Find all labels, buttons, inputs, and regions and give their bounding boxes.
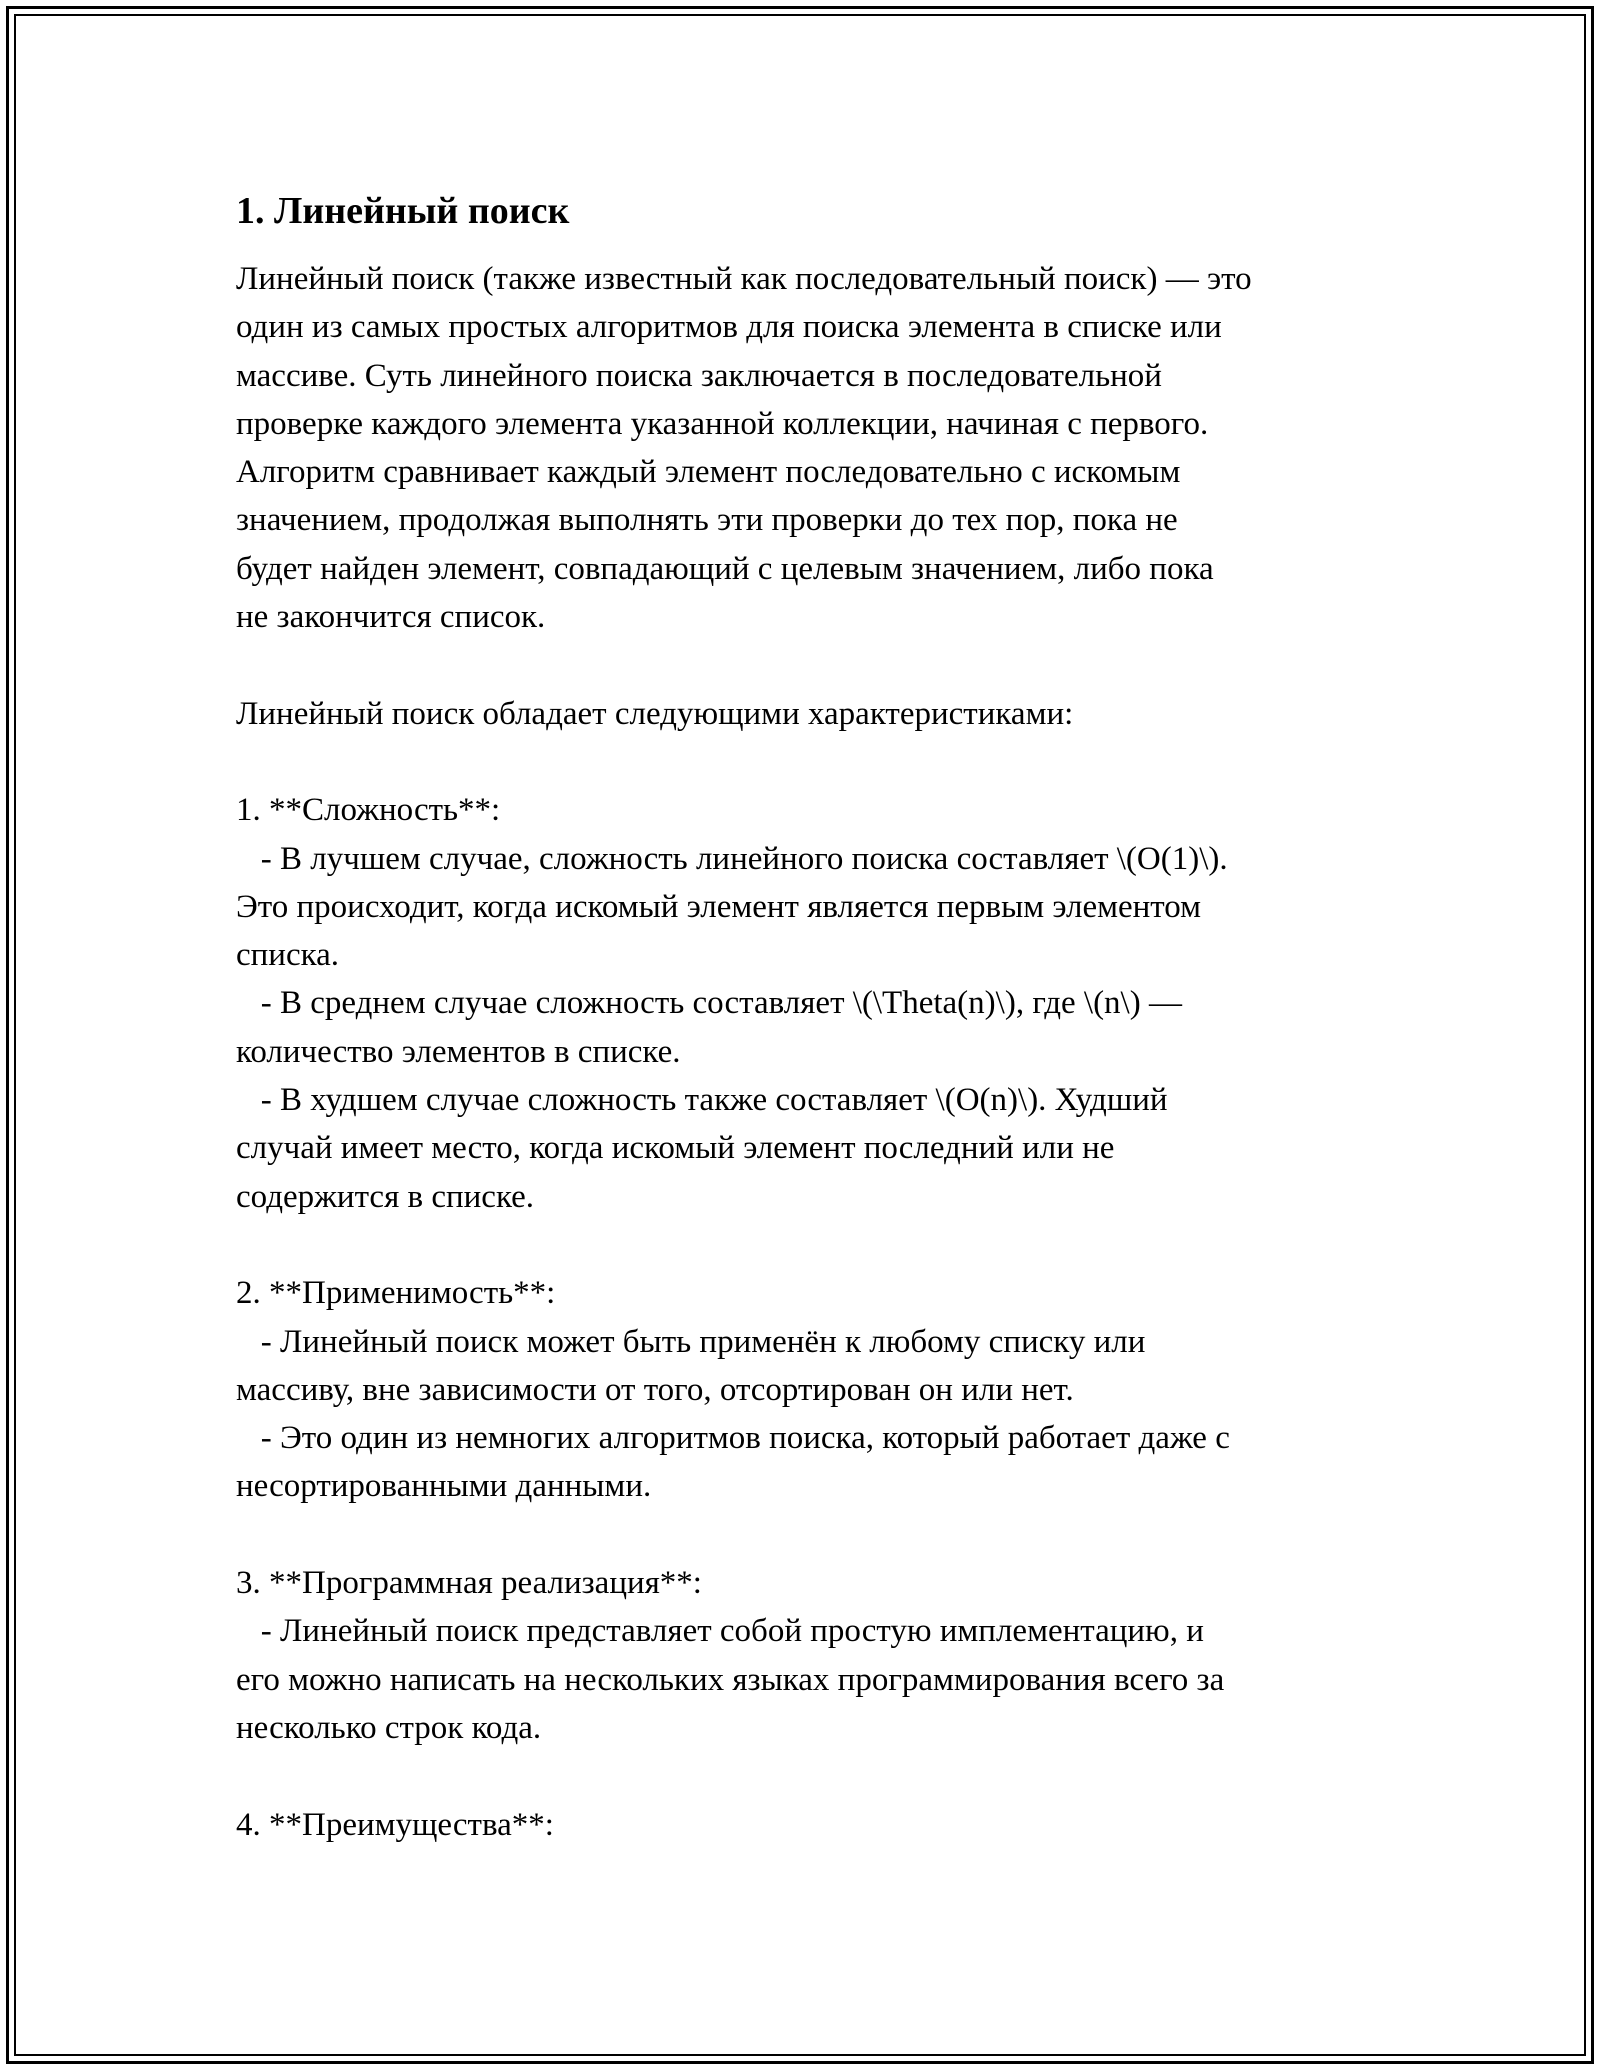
text-line: содержится в списке.	[236, 1178, 535, 1215]
text-line: - В худшем случае сложность также составляет \(O(n)\). Худший	[236, 1082, 1168, 1119]
text-line: значением, продолжая выполнять эти проверки до тех пор, пока не	[236, 502, 1178, 539]
blank-line	[236, 1221, 1396, 1269]
text-line: количество элементов в списке.	[236, 1033, 681, 1070]
paragraph-lines	[236, 255, 1396, 1849]
text-line: проверке каждого элемента указанной коллекции, начиная с первого.	[236, 405, 1209, 442]
text-line: массиве. Суть линейного поиска заключается в последовательной	[236, 357, 1162, 394]
text-line: будет найден элемент, совпадающий с целевым значением, либо пока	[236, 550, 1214, 587]
text-line: несколько строк кода.	[236, 1709, 542, 1746]
text-line: его можно написать на нескольких языках программирования всего за	[236, 1661, 1225, 1698]
text-line: не закончится список.	[236, 599, 546, 636]
text-line: - В среднем случае сложность составляет \(\Theta(n)\), где \(n\) —	[236, 985, 1182, 1022]
text-line: - В лучшем случае, сложность линейного поиска составляет \(O(1)\).	[236, 840, 1228, 877]
text-line: - Линейный поиск представляет собой простую имплементацию, и	[236, 1613, 1204, 1650]
text-line: - Линейный поиск может быть применён к любому списку или	[236, 1323, 1146, 1360]
text-line: Алгоритм сравнивает каждый элемент последовательно с искомым	[236, 454, 1181, 491]
text-line: 4. **Преимущества**:	[236, 1806, 554, 1843]
text-line: списка.	[236, 937, 340, 974]
text-line: несортированными данными.	[236, 1468, 652, 1505]
text-line: Это происходит, когда искомый элемент является первым элементом	[236, 888, 1202, 925]
blank-line	[236, 738, 1396, 786]
text-line: 1. **Сложность**:	[236, 792, 501, 829]
document-body	[236, 187, 1396, 1849]
blank-line	[236, 1752, 1396, 1800]
section-heading: 1. Линейный поиск	[236, 190, 570, 232]
text-line: Линейный поиск (также известный как последовательный поиск) — это	[236, 261, 1252, 297]
text-line: случай имеет место, когда искомый элемент последний или не	[236, 1130, 1115, 1167]
blank-line	[236, 1511, 1396, 1559]
text-line: 2. **Применимость**:	[236, 1275, 556, 1312]
blank-line	[236, 641, 1396, 689]
text-line: - Это один из немногих алгоритмов поиска, который работает даже с	[236, 1420, 1230, 1457]
text-line: один из самых простых алгоритмов для поиска элемента в списке или	[236, 309, 1222, 346]
text-line: 3. **Программная реализация**:	[236, 1565, 702, 1602]
text-line: Линейный поиск обладает следующими характеристиками:	[236, 695, 1074, 732]
text-line: массиву, вне зависимости от того, отсортирован он или нет.	[236, 1371, 1074, 1408]
